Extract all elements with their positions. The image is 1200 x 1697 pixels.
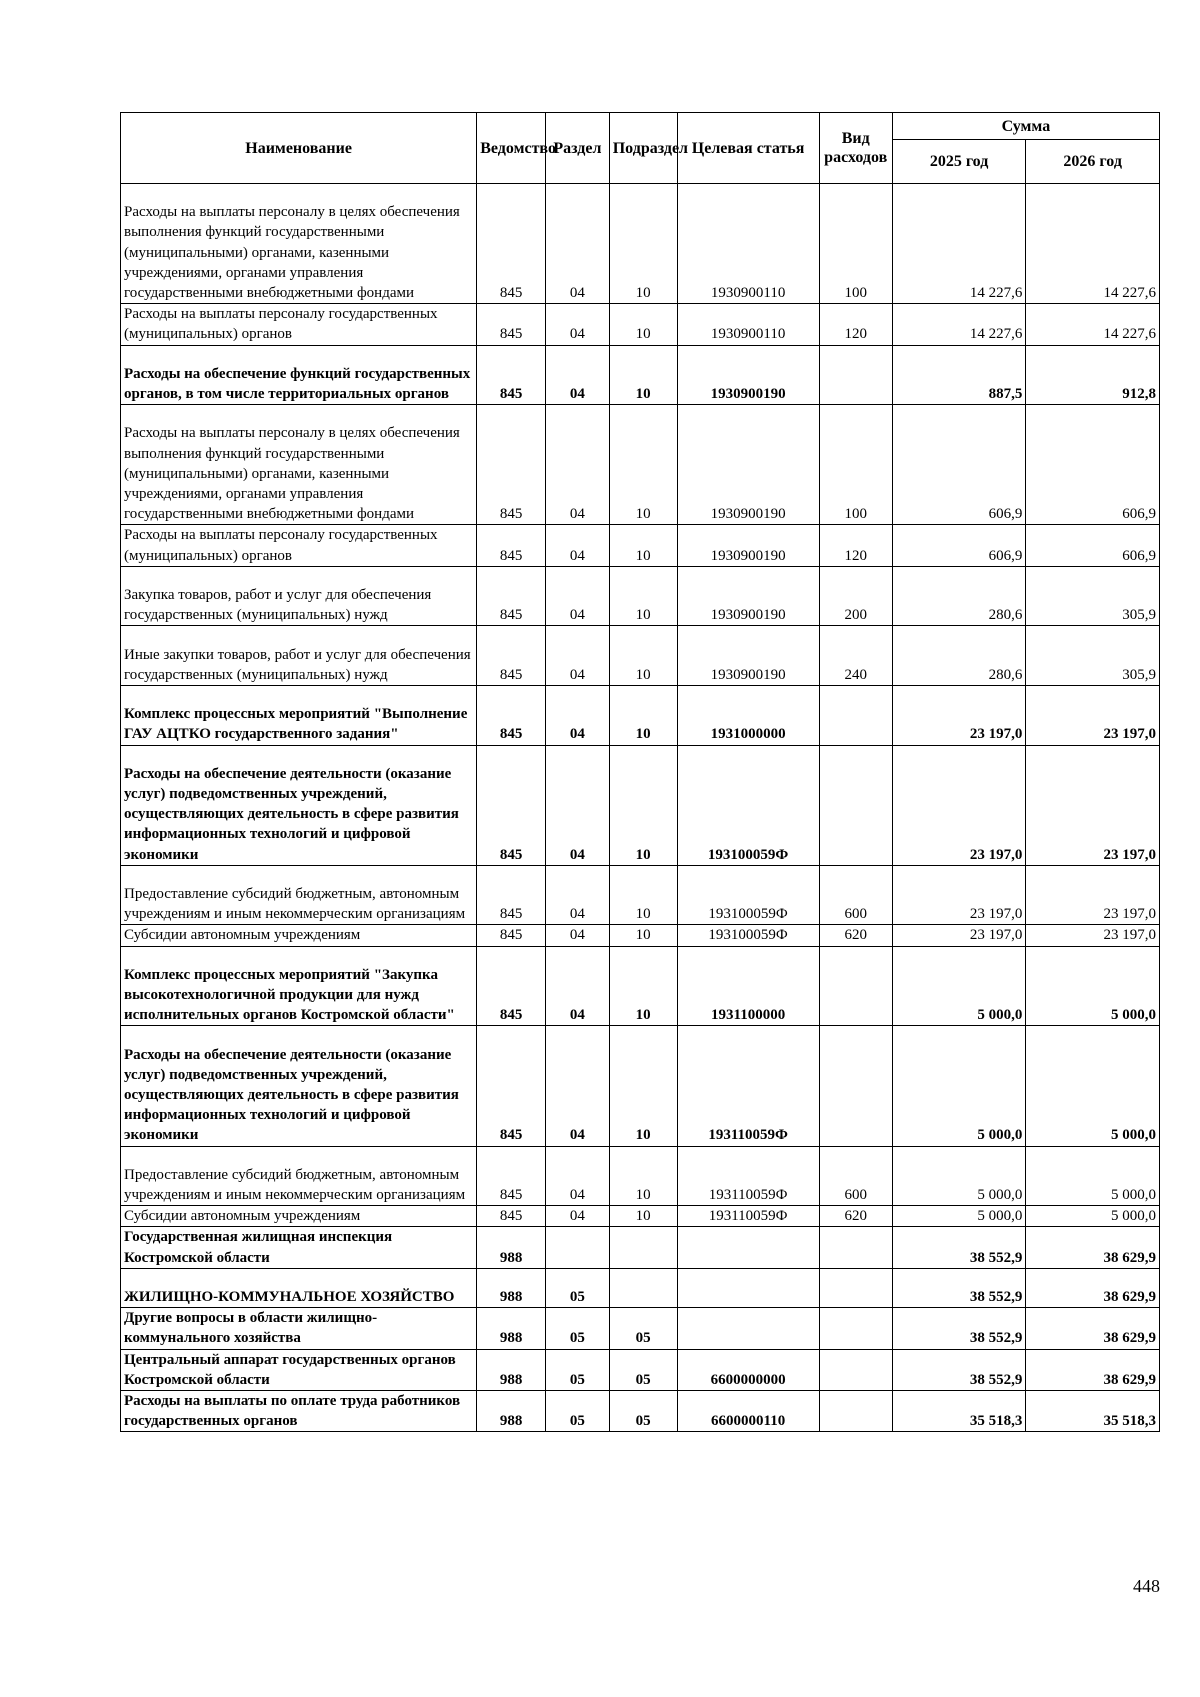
cell-tselevaya-statya: 193100059Ф — [677, 925, 819, 946]
header-year-2025: 2025 год — [892, 140, 1026, 184]
cell-podrazdel: 10 — [609, 405, 677, 525]
cell-sum-2025: 5 000,0 — [892, 1146, 1026, 1206]
table-row — [121, 1026, 1160, 1146]
table-row — [121, 925, 1160, 946]
table-row — [121, 1268, 1160, 1307]
cell-vedomstvo: 845 — [477, 304, 546, 345]
table-header — [121, 113, 1160, 184]
cell-razdel: 04 — [546, 626, 610, 686]
cell-razdel: 04 — [546, 405, 610, 525]
cell-sum-2026: 606,9 — [1026, 525, 1160, 566]
cell-vedomstvo: 845 — [477, 865, 546, 925]
header-summa: Сумма — [892, 113, 1159, 140]
cell-sum-2026: 23 197,0 — [1026, 865, 1160, 925]
cell-podrazdel: 10 — [609, 1206, 677, 1227]
cell-vid-raskhodov: 200 — [819, 566, 892, 626]
budget-table — [120, 112, 1160, 1432]
cell-podrazdel: 10 — [609, 745, 677, 865]
cell-sum-2026: 305,9 — [1026, 566, 1160, 626]
cell-vid-raskhodov — [819, 1390, 892, 1431]
cell-tselevaya-statya: 6600000110 — [677, 1390, 819, 1431]
cell-podrazdel — [609, 1268, 677, 1307]
cell-tselevaya-statya: 193100059Ф — [677, 745, 819, 865]
cell-razdel: 04 — [546, 1146, 610, 1206]
cell-sum-2025: 38 552,9 — [892, 1227, 1026, 1268]
cell-sum-2025: 606,9 — [892, 405, 1026, 525]
cell-razdel: 04 — [546, 525, 610, 566]
cell-name: Другие вопросы в области жилищно-коммунального хозяйства — [121, 1308, 477, 1349]
cell-sum-2025: 14 227,6 — [892, 304, 1026, 345]
cell-sum-2026: 606,9 — [1026, 405, 1160, 525]
cell-name: Предоставление субсидий бюджетным, автономным учреждениям и иным некоммерческим организациям — [121, 1146, 477, 1206]
cell-tselevaya-statya: 193100059Ф — [677, 865, 819, 925]
cell-sum-2026: 305,9 — [1026, 626, 1160, 686]
cell-tselevaya-statya: 1930900190 — [677, 525, 819, 566]
cell-vid-raskhodov: 100 — [819, 184, 892, 304]
table-row — [121, 626, 1160, 686]
cell-tselevaya-statya — [677, 1308, 819, 1349]
table-row — [121, 1227, 1160, 1268]
cell-sum-2025: 23 197,0 — [892, 685, 1026, 745]
cell-name: Расходы на обеспечение деятельности (оказание услуг) подведомственных учреждений, осуществляющих деятельность в сфере развития информационных технологий и цифровой экономики — [121, 1026, 477, 1146]
cell-name: Расходы на обеспечение деятельности (оказание услуг) подведомственных учреждений, осуществляющих деятельность в сфере развития информационных технологий и цифровой экономики — [121, 745, 477, 865]
cell-podrazdel: 05 — [609, 1390, 677, 1431]
cell-sum-2025: 887,5 — [892, 345, 1026, 405]
cell-vid-raskhodov — [819, 946, 892, 1026]
cell-vedomstvo: 845 — [477, 925, 546, 946]
cell-podrazdel: 10 — [609, 304, 677, 345]
cell-name: Расходы на выплаты персоналу государственных (муниципальных) органов — [121, 525, 477, 566]
cell-razdel: 05 — [546, 1268, 610, 1307]
cell-podrazdel — [609, 1227, 677, 1268]
cell-name: Центральный аппарат государственных органов Костромской области — [121, 1349, 477, 1390]
cell-razdel: 04 — [546, 925, 610, 946]
cell-sum-2025: 5 000,0 — [892, 946, 1026, 1026]
cell-podrazdel: 10 — [609, 626, 677, 686]
cell-vedomstvo: 988 — [477, 1268, 546, 1307]
cell-razdel: 04 — [546, 685, 610, 745]
cell-tselevaya-statya — [677, 1227, 819, 1268]
table-body — [121, 184, 1160, 1432]
cell-vedomstvo: 845 — [477, 184, 546, 304]
cell-sum-2026: 5 000,0 — [1026, 1026, 1160, 1146]
cell-sum-2026: 5 000,0 — [1026, 1206, 1160, 1227]
cell-sum-2025: 23 197,0 — [892, 925, 1026, 946]
cell-vid-raskhodov: 600 — [819, 1146, 892, 1206]
cell-sum-2026: 23 197,0 — [1026, 745, 1160, 865]
cell-tselevaya-statya: 193110059Ф — [677, 1026, 819, 1146]
cell-vedomstvo: 845 — [477, 685, 546, 745]
cell-name: ЖИЛИЩНО-КОММУНАЛЬНОЕ ХОЗЯЙСТВО — [121, 1268, 477, 1307]
table-row — [121, 345, 1160, 405]
cell-vedomstvo: 845 — [477, 1026, 546, 1146]
cell-sum-2026: 5 000,0 — [1026, 946, 1160, 1026]
table-row — [121, 865, 1160, 925]
cell-name: Комплекс процессных мероприятий "Закупка высокотехнологичной продукции для нужд исполнительных органов Костромской области" — [121, 946, 477, 1026]
table-row — [121, 685, 1160, 745]
header-podrazdel: Подраздел — [609, 113, 677, 184]
table-row — [121, 405, 1160, 525]
cell-razdel: 05 — [546, 1390, 610, 1431]
cell-vedomstvo: 988 — [477, 1227, 546, 1268]
cell-tselevaya-statya — [677, 1268, 819, 1307]
cell-name: Расходы на обеспечение функций государственных органов, в том числе территориальных органов — [121, 345, 477, 405]
cell-razdel: 04 — [546, 865, 610, 925]
cell-podrazdel: 10 — [609, 685, 677, 745]
cell-vid-raskhodov — [819, 1308, 892, 1349]
cell-sum-2025: 280,6 — [892, 626, 1026, 686]
cell-podrazdel: 05 — [609, 1308, 677, 1349]
cell-vedomstvo: 845 — [477, 745, 546, 865]
table-row — [121, 1349, 1160, 1390]
cell-sum-2026: 23 197,0 — [1026, 925, 1160, 946]
header-year-2026: 2026 год — [1026, 140, 1160, 184]
cell-tselevaya-statya: 1930900190 — [677, 566, 819, 626]
cell-razdel: 04 — [546, 1206, 610, 1227]
cell-vid-raskhodov — [819, 745, 892, 865]
cell-tselevaya-statya: 1931100000 — [677, 946, 819, 1026]
cell-razdel — [546, 1227, 610, 1268]
cell-sum-2026: 38 629,9 — [1026, 1308, 1160, 1349]
header-tselevaya-statya: Целевая статья — [677, 113, 819, 184]
table-row — [121, 1308, 1160, 1349]
cell-vedomstvo: 988 — [477, 1308, 546, 1349]
cell-sum-2026: 38 629,9 — [1026, 1349, 1160, 1390]
cell-sum-2026: 23 197,0 — [1026, 685, 1160, 745]
table-row — [121, 745, 1160, 865]
cell-razdel: 04 — [546, 304, 610, 345]
cell-sum-2025: 5 000,0 — [892, 1026, 1026, 1146]
cell-sum-2025: 38 552,9 — [892, 1268, 1026, 1307]
cell-name: Расходы на выплаты персоналу в целях обеспечения выполнения функций государственными (муниципальными) органами, казенными учреждениями, органами управления государственными внебюджетными фондами — [121, 184, 477, 304]
cell-podrazdel: 10 — [609, 1026, 677, 1146]
cell-vid-raskhodov: 100 — [819, 405, 892, 525]
table-row — [121, 566, 1160, 626]
cell-vid-raskhodov: 620 — [819, 1206, 892, 1227]
cell-vid-raskhodov: 120 — [819, 525, 892, 566]
cell-sum-2025: 5 000,0 — [892, 1206, 1026, 1227]
cell-name: Предоставление субсидий бюджетным, автономным учреждениям и иным некоммерческим организациям — [121, 865, 477, 925]
cell-sum-2026: 5 000,0 — [1026, 1146, 1160, 1206]
cell-sum-2025: 38 552,9 — [892, 1308, 1026, 1349]
cell-vedomstvo: 845 — [477, 1146, 546, 1206]
header-vedomstvo: Ведомство — [477, 113, 546, 184]
cell-razdel: 04 — [546, 745, 610, 865]
cell-name: Закупка товаров, работ и услуг для обеспечения государственных (муниципальных) нужд — [121, 566, 477, 626]
header-razdel: Раздел — [546, 113, 610, 184]
cell-vedomstvo: 845 — [477, 345, 546, 405]
budget-table-container — [120, 112, 1160, 1432]
cell-sum-2025: 35 518,3 — [892, 1390, 1026, 1431]
cell-vid-raskhodov: 240 — [819, 626, 892, 686]
cell-podrazdel: 10 — [609, 184, 677, 304]
cell-sum-2025: 14 227,6 — [892, 184, 1026, 304]
cell-sum-2026: 35 518,3 — [1026, 1390, 1160, 1431]
cell-razdel: 05 — [546, 1308, 610, 1349]
cell-podrazdel: 10 — [609, 865, 677, 925]
cell-sum-2026: 912,8 — [1026, 345, 1160, 405]
cell-name: Расходы на выплаты по оплате труда работников государственных органов — [121, 1390, 477, 1431]
table-row — [121, 1206, 1160, 1227]
cell-razdel: 04 — [546, 566, 610, 626]
cell-tselevaya-statya: 193110059Ф — [677, 1146, 819, 1206]
cell-razdel: 04 — [546, 345, 610, 405]
cell-vid-raskhodov — [819, 1268, 892, 1307]
cell-tselevaya-statya: 1930900190 — [677, 405, 819, 525]
cell-sum-2025: 606,9 — [892, 525, 1026, 566]
cell-sum-2025: 23 197,0 — [892, 865, 1026, 925]
cell-name: Комплекс процессных мероприятий "Выполнение ГАУ АЦТКО государственного задания" — [121, 685, 477, 745]
cell-name: Государственная жилищная инспекция Костромской области — [121, 1227, 477, 1268]
cell-sum-2026: 38 629,9 — [1026, 1227, 1160, 1268]
cell-podrazdel: 10 — [609, 566, 677, 626]
cell-tselevaya-statya: 1930900190 — [677, 626, 819, 686]
header-vid-raskhodov: Вид расходов — [819, 113, 892, 184]
cell-tselevaya-statya: 6600000000 — [677, 1349, 819, 1390]
cell-podrazdel: 10 — [609, 525, 677, 566]
table-row — [121, 1390, 1160, 1431]
cell-tselevaya-statya: 1930900190 — [677, 345, 819, 405]
cell-name: Расходы на выплаты персоналу государственных (муниципальных) органов — [121, 304, 477, 345]
cell-name: Субсидии автономным учреждениям — [121, 925, 477, 946]
cell-sum-2025: 23 197,0 — [892, 745, 1026, 865]
cell-sum-2026: 14 227,6 — [1026, 304, 1160, 345]
cell-vid-raskhodov: 600 — [819, 865, 892, 925]
cell-vid-raskhodov: 120 — [819, 304, 892, 345]
cell-vedomstvo: 845 — [477, 566, 546, 626]
cell-razdel: 04 — [546, 184, 610, 304]
cell-sum-2025: 280,6 — [892, 566, 1026, 626]
cell-name: Иные закупки товаров, работ и услуг для обеспечения государственных (муниципальных) нужд — [121, 626, 477, 686]
cell-tselevaya-statya: 1930900110 — [677, 304, 819, 345]
cell-podrazdel: 05 — [609, 1349, 677, 1390]
cell-vid-raskhodov — [819, 1026, 892, 1146]
cell-tselevaya-statya: 1930900110 — [677, 184, 819, 304]
cell-podrazdel: 10 — [609, 345, 677, 405]
table-row — [121, 1146, 1160, 1206]
cell-vedomstvo: 988 — [477, 1349, 546, 1390]
table-row — [121, 946, 1160, 1026]
cell-vedomstvo: 845 — [477, 626, 546, 686]
cell-tselevaya-statya: 193110059Ф — [677, 1206, 819, 1227]
cell-podrazdel: 10 — [609, 925, 677, 946]
table-row — [121, 525, 1160, 566]
table-row — [121, 184, 1160, 304]
cell-sum-2025: 38 552,9 — [892, 1349, 1026, 1390]
cell-tselevaya-statya: 1931000000 — [677, 685, 819, 745]
cell-vid-raskhodov — [819, 685, 892, 745]
page-number: 448 — [1133, 1576, 1160, 1596]
cell-razdel: 04 — [546, 946, 610, 1026]
cell-podrazdel: 10 — [609, 1146, 677, 1206]
cell-razdel: 04 — [546, 1026, 610, 1146]
cell-vid-raskhodov: 620 — [819, 925, 892, 946]
cell-vedomstvo: 988 — [477, 1390, 546, 1431]
table-row — [121, 304, 1160, 345]
cell-sum-2026: 38 629,9 — [1026, 1268, 1160, 1307]
cell-sum-2026: 14 227,6 — [1026, 184, 1160, 304]
cell-vedomstvo: 845 — [477, 405, 546, 525]
cell-vedomstvo: 845 — [477, 1206, 546, 1227]
cell-vid-raskhodov — [819, 1227, 892, 1268]
cell-name: Расходы на выплаты персоналу в целях обеспечения выполнения функций государственными (муниципальными) органами, казенными учреждениями, органами управления государственными внебюджетными фондами — [121, 405, 477, 525]
cell-vid-raskhodov — [819, 345, 892, 405]
cell-podrazdel: 10 — [609, 946, 677, 1026]
cell-name: Субсидии автономным учреждениям — [121, 1206, 477, 1227]
cell-vedomstvo: 845 — [477, 525, 546, 566]
cell-vid-raskhodov — [819, 1349, 892, 1390]
header-name: Наименование — [121, 113, 477, 184]
cell-razdel: 05 — [546, 1349, 610, 1390]
cell-vedomstvo: 845 — [477, 946, 546, 1026]
